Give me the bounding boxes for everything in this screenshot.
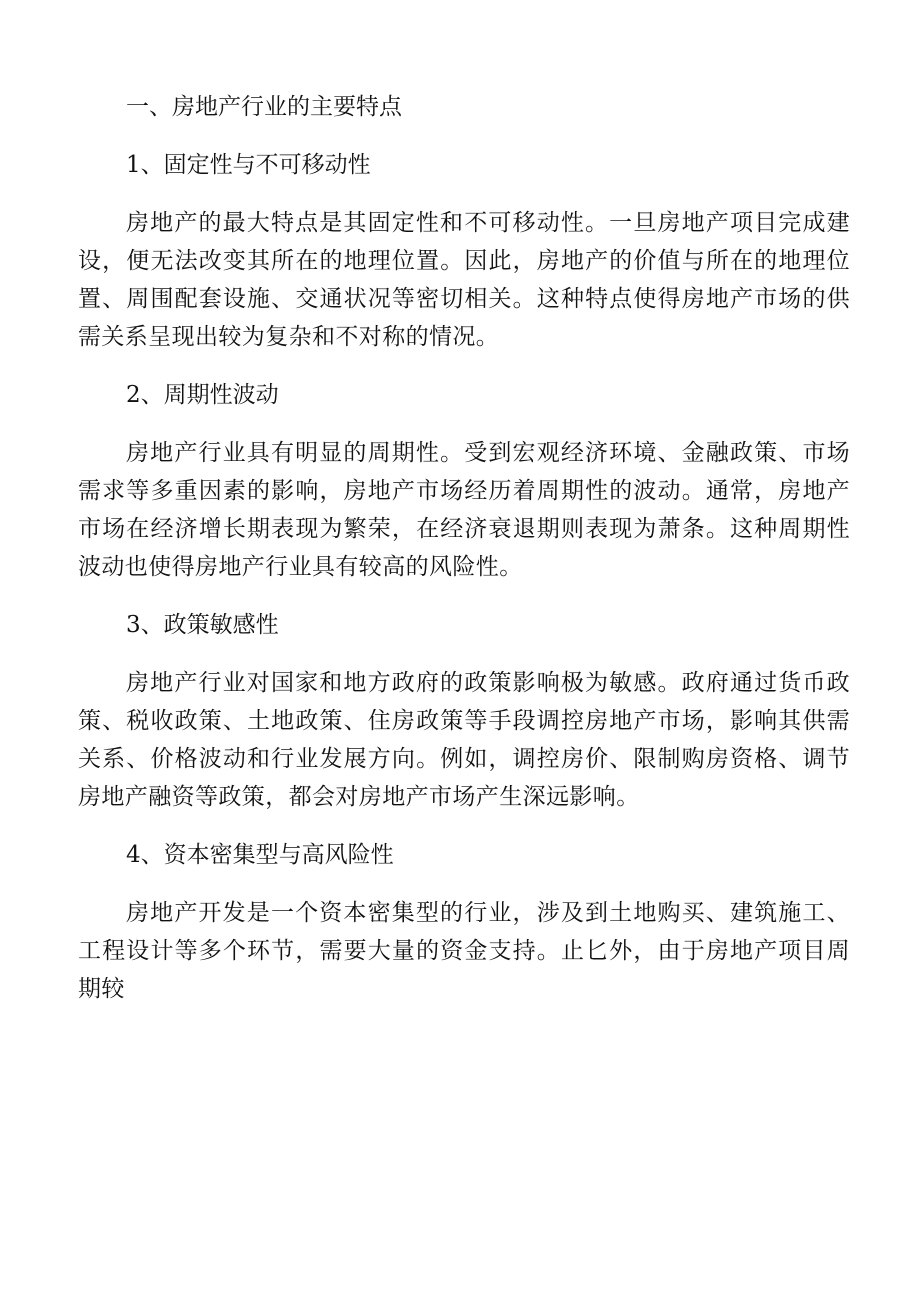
subheading-policy-sensitivity: 3、政策敏感性 — [126, 612, 279, 638]
paragraph-capital-intensive: 房地产开发是一个资本密集型的行业，涉及到土地购买、建筑施工、工程设计等多个环节，需要大量的资金支持。止匕外，由于房地产项目周期较 — [78, 900, 850, 1002]
subheading-capital-intensive: 4、资本密集型与高风险性 — [126, 842, 394, 868]
subheading-cyclicality: 2、周期性波动 — [126, 382, 279, 408]
subheading-fixedness: 1、固定性与不可移动性 — [126, 152, 371, 178]
paragraph-fixedness: 房地产的最大特点是其固定性和不可移动性。一旦房地产项目完成建设，便无法改变其所在的地理位置。因此，房地产的价值与所在的地理位置、周围配套设施、交通状况等密切相关。这种特点使得房地产市场的供需关系呈现出较为复杂和不对称的情况。 — [78, 210, 850, 350]
section-title: 一、房地产行业的主要特点 — [126, 94, 402, 120]
document-page — [78, 88, 850, 1028]
paragraph-policy-sensitivity: 房地产行业对国家和地方政府的政策影响极为敏感。政府通过货币政策、税收政策、土地政策、住房政策等手段调控房地产市场，影响其供需关系、价格波动和行业发展方向。例如，调控房价、限制购房资格、调节房地产融资等政策，都会对房地产市场产生深远影响。 — [78, 670, 850, 810]
paragraph-cyclicality: 房地产行业具有明显的周期性。受到宏观经济环境、金融政策、市场需求等多重因素的影响，房地产市场经历着周期性的波动。通常，房地产市场在经济增长期表现为繁荣，在经济衰退期则表现为萧条。这种周期性波动也使得房地产行业具有较高的风险性。 — [78, 440, 850, 580]
